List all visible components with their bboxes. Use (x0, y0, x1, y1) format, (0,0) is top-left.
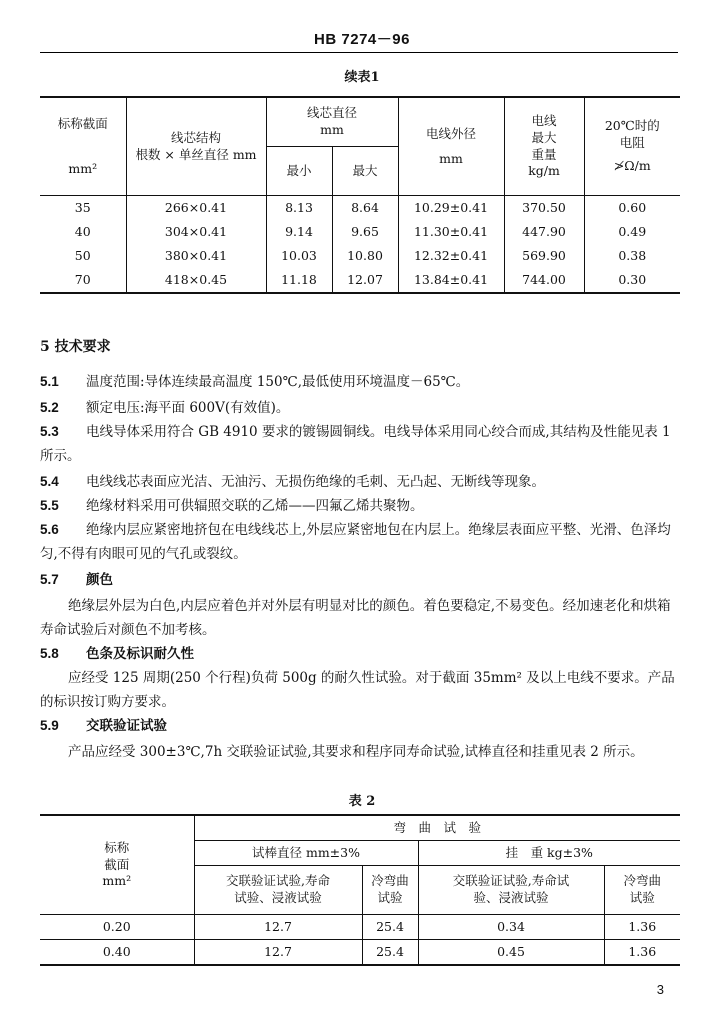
table-row (40, 244, 680, 268)
table-row (40, 268, 680, 293)
th-nominal-unit: mm² (102, 873, 132, 889)
th-rod-diameter: 试棒直径 mm±3% (194, 841, 418, 866)
th-resistance-unit: ≯Ω/m (613, 157, 651, 173)
table-row (40, 940, 680, 966)
th-outer-label: 电线外径 (426, 125, 477, 141)
cell: 12.07 (332, 268, 398, 293)
th-bend-test: 弯 曲 试 验 (194, 815, 680, 841)
standard-code: HB 7274－96 (314, 31, 410, 48)
th-nominal-section (40, 97, 126, 196)
item-5-8 (40, 642, 680, 666)
item-text: 电线导体采用符合 GB 4910 要求的镀锡圆铜线。电线导体采用同心绞合而成,其结构及性能见表 1 所示。 (40, 424, 671, 464)
item-number: 5.9 (40, 718, 59, 733)
th-resistance (584, 97, 680, 196)
th-core-label: 线芯直径 (307, 105, 358, 121)
cell: 10.29±0.41 (398, 196, 504, 221)
item-text: 电线线芯表面应光洁、无油污、无损伤绝缘的毛刺、无凸起、无断线等现象。 (86, 474, 545, 490)
item-5-9 (40, 714, 680, 738)
table-row (40, 220, 680, 244)
th-nominal (40, 815, 194, 915)
item-text: 颜色 (86, 572, 113, 588)
item-text: 额定电压:海平面 600V(有效值)。 (86, 400, 290, 416)
cell: 8.13 (266, 196, 332, 221)
th-outer-unit: mm (439, 150, 463, 166)
cell: 11.18 (266, 268, 332, 293)
item-text: 绝缘内层应紧密地挤包在电线线芯上,外层应紧密地包在内层上。绝缘层表面应平整、光滑、色泽均匀,不得有肉眼可见的气孔或裂纹。 (40, 522, 671, 562)
item-5-5 (40, 494, 680, 518)
cell: 35 (40, 196, 126, 221)
cell: 25.4 (362, 940, 418, 966)
table-row (40, 915, 680, 940)
cell: 0.38 (584, 244, 680, 268)
th-structure-label: 线芯结构 (170, 129, 221, 145)
item-number: 5.2 (40, 400, 59, 415)
cell: 12.7 (194, 940, 362, 966)
th-core-unit: mm (320, 122, 344, 137)
cell: 0.60 (584, 196, 680, 221)
cell: 70 (40, 268, 126, 293)
cell: 0.45 (418, 940, 604, 966)
item-number: 5.3 (40, 424, 59, 439)
th-outer-diameter (398, 97, 504, 196)
th-weight: 电线 最大 重量 kg/m (504, 97, 584, 196)
th-nominal-label: 标称截面 (57, 115, 108, 131)
header-rule (40, 52, 678, 53)
cell: 1.36 (604, 940, 680, 966)
cell: 0.49 (584, 220, 680, 244)
th-cold-bend-weight: 冷弯曲 试验 (604, 866, 680, 915)
item-5-7 (40, 568, 680, 592)
item-5-8-body: 应经受 125 周期(250 个行程)负荷 500g 的耐久性试验。对于截面 35mm² 及以上电线不要求。产品的标识按订购方要求。 (40, 670, 675, 710)
item-number: 5.7 (40, 572, 59, 587)
th-structure (126, 97, 266, 196)
th-nominal-label: 标称 截面 (104, 839, 130, 872)
cell: 266×0.41 (126, 196, 266, 221)
cell: 10.03 (266, 244, 332, 268)
cell: 418×0.45 (126, 268, 266, 293)
item-text: 色条及标识耐久性 (86, 646, 194, 662)
th-max: 最大 (332, 147, 398, 196)
item-number: 5.6 (40, 522, 59, 537)
cell: 8.64 (332, 196, 398, 221)
cell: 1.36 (604, 915, 680, 940)
item-number: 5.4 (40, 474, 59, 489)
item-5-2 (40, 396, 680, 420)
cell: 447.90 (504, 220, 584, 244)
cell: 12.32±0.41 (398, 244, 504, 268)
cell: 0.20 (40, 915, 194, 940)
cell: 569.90 (504, 244, 584, 268)
item-number: 5.1 (40, 374, 59, 389)
item-number: 5.8 (40, 646, 59, 661)
item-text: 温度范围:导体连续最高温度 150℃,最低使用环境温度－65℃。 (86, 374, 470, 390)
table1 (40, 96, 680, 294)
item-number: 5.5 (40, 498, 59, 513)
th-crosslink-life: 交联验证试验,寿命 试验、浸液试验 (194, 866, 362, 915)
th-nominal-unit: mm² (68, 160, 98, 176)
th-hang-weight: 挂 重 kg±3% (418, 841, 680, 866)
item-text: 交联验证试验 (86, 718, 167, 734)
table2-caption: 表 2 (348, 794, 376, 809)
cell: 370.50 (504, 196, 584, 221)
item-text: 绝缘材料采用可供辐照交联的乙烯——四氟乙烯共聚物。 (86, 498, 424, 514)
cell: 0.30 (584, 268, 680, 293)
item-5-1 (40, 370, 680, 394)
table1-caption: 续表1 (344, 70, 380, 85)
cell: 744.00 (504, 268, 584, 293)
cell: 380×0.41 (126, 244, 266, 268)
th-min: 最小 (266, 147, 332, 196)
cell: 13.84±0.41 (398, 268, 504, 293)
th-structure-sub: 根数 × 单丝直径 mm (135, 146, 257, 162)
cell: 12.7 (194, 915, 362, 940)
cell: 9.65 (332, 220, 398, 244)
cell: 9.14 (266, 220, 332, 244)
cell: 50 (40, 244, 126, 268)
th-cold-bend: 冷弯曲 试验 (362, 866, 418, 915)
item-5-4 (40, 470, 680, 494)
section-5-title: 5 技术要求 (40, 339, 111, 355)
item-5-7-body: 绝缘层外层为白色,内层应着色并对外层有明显对比的颜色。着色要稳定,不易变色。经加速老化和烘箱寿命试验后对颜色不加考核。 (40, 598, 671, 638)
table2 (40, 814, 680, 966)
cell: 40 (40, 220, 126, 244)
cell: 0.40 (40, 940, 194, 966)
cell: 25.4 (362, 915, 418, 940)
item-5-6 (40, 518, 680, 566)
item-5-9-body: 产品应经受 300±3℃,7h 交联验证试验,其要求和程序同寿命试验,试棒直径和挂重见表 2 所示。 (68, 744, 644, 760)
th-resistance-label: 20℃时的 电阻 (604, 118, 660, 151)
cell: 0.34 (418, 915, 604, 940)
cell: 10.80 (332, 244, 398, 268)
cell: 304×0.41 (126, 220, 266, 244)
cell: 11.30±0.41 (398, 220, 504, 244)
item-5-3 (40, 420, 680, 468)
th-core-diameter (266, 97, 398, 147)
table-row (40, 196, 680, 221)
th-crosslink-life-weight: 交联验证试验,寿命试 验、浸液试验 (418, 866, 604, 915)
page-number: 3 (656, 982, 664, 997)
